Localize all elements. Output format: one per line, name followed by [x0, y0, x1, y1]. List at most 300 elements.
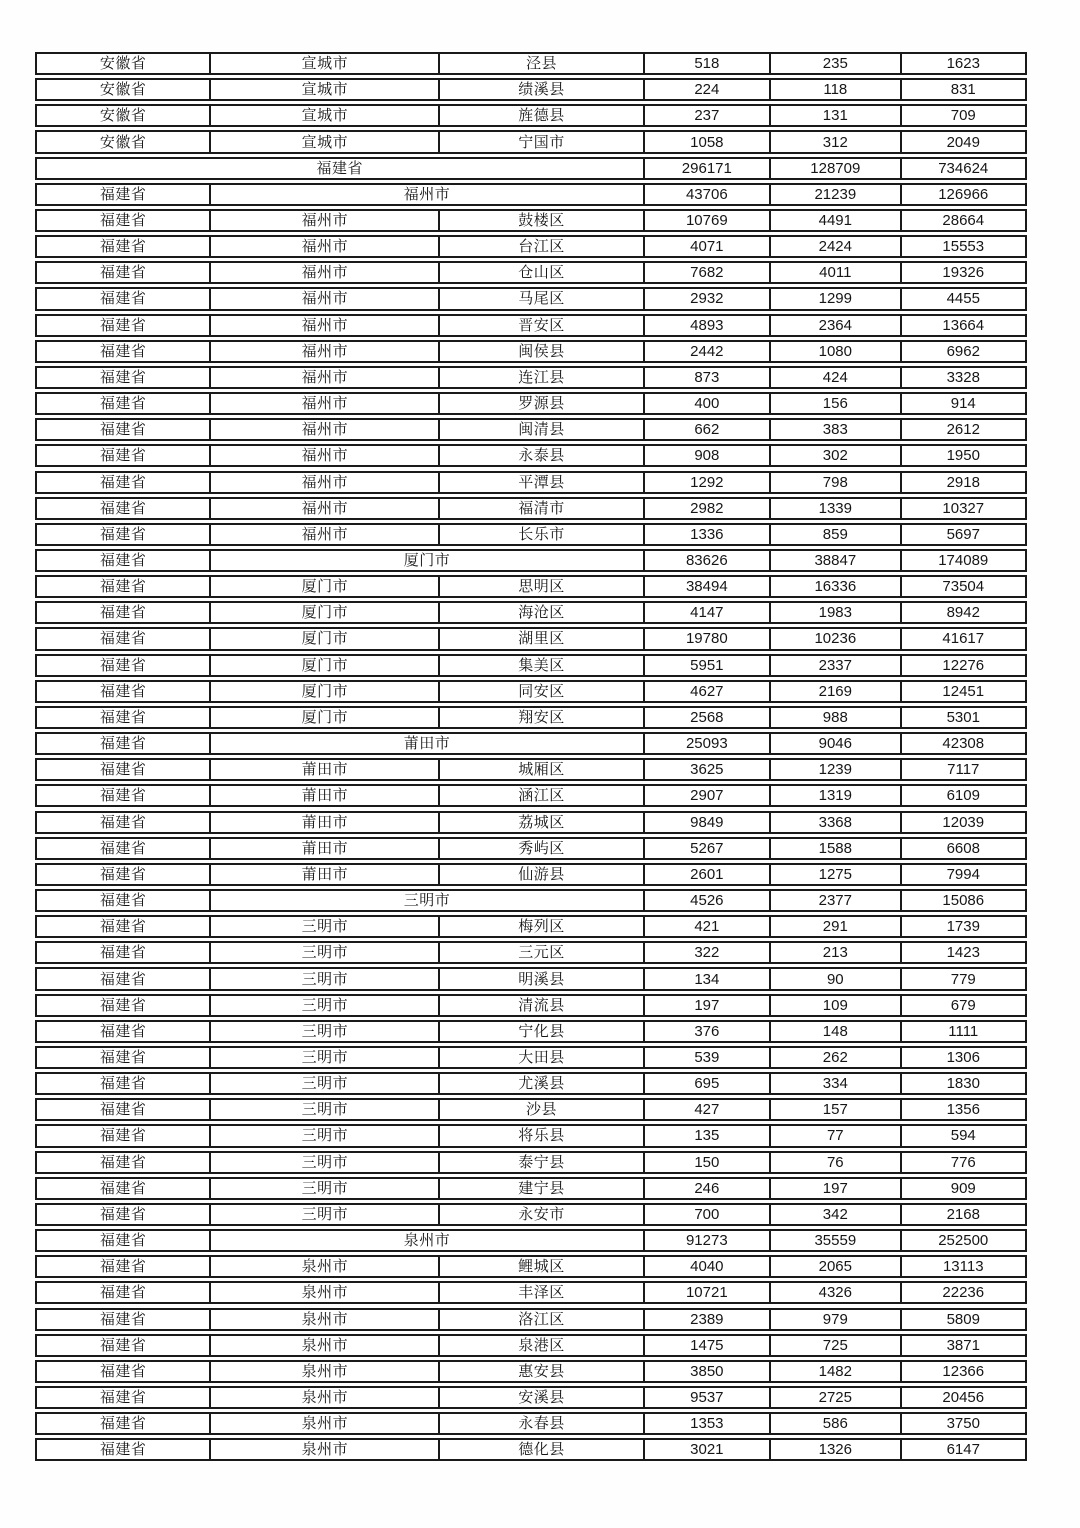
cell-value-2: 76	[771, 1153, 902, 1172]
cell-city: 福州市	[211, 473, 440, 492]
table-row	[35, 1046, 1027, 1069]
cell-value-3: 2168	[946, 1205, 980, 1223]
cell-value-3: 1830	[946, 1075, 980, 1093]
cell-district: 明溪县	[440, 969, 644, 988]
cell-province: 福建省	[37, 891, 211, 910]
cell-city: 福州市	[211, 394, 440, 413]
cell-value-1: 150	[645, 1153, 771, 1172]
cell-district: 泉港区	[440, 1336, 644, 1355]
cell-value-2: 1339	[771, 499, 902, 518]
cell-value-2: 1326	[771, 1440, 902, 1459]
table-row	[35, 784, 1027, 807]
cell-district: 长乐市	[440, 525, 644, 544]
cell-city: 泉州市	[211, 1257, 440, 1276]
cell-value-2: 262	[771, 1048, 902, 1067]
cell-value-2: 35559	[771, 1231, 902, 1250]
table-row	[35, 837, 1027, 860]
cell-value-3: 8942	[946, 604, 980, 622]
cell-district: 平潭县	[440, 473, 644, 492]
table-row	[35, 1072, 1027, 1095]
cell-province: 福建省	[37, 394, 211, 413]
cell-value-3: 914	[950, 395, 976, 413]
cell-district: 尤溪县	[440, 1074, 644, 1093]
cell-district: 思明区	[440, 577, 644, 596]
cell-city: 三明市	[211, 1048, 440, 1067]
cell-district: 永春县	[440, 1414, 644, 1433]
cell-city: 福州市	[211, 446, 440, 465]
cell-value-3: 5301	[946, 708, 980, 726]
table-row	[35, 811, 1027, 834]
table-row	[35, 261, 1027, 284]
table-row	[35, 1255, 1027, 1278]
cell-value-1: 3625	[645, 760, 771, 779]
cell-value-2: 1239	[771, 760, 902, 779]
cell-city: 福州市	[211, 289, 440, 308]
cell-value-1: 4071	[645, 237, 771, 256]
cell-city: 福州市	[211, 368, 440, 387]
table-row	[35, 444, 1027, 467]
cell-value-1: 4147	[645, 603, 771, 622]
cell-district: 鲤城区	[440, 1257, 644, 1276]
cell-value-1: 38494	[645, 577, 771, 596]
cell-value-3: 3871	[946, 1336, 980, 1354]
cell-value-1: 1336	[645, 525, 771, 544]
city-subtotal-row	[35, 183, 1027, 206]
cell-value-1: 4040	[645, 1257, 771, 1276]
cell-district: 绩溪县	[440, 80, 644, 99]
cell-district: 仓山区	[440, 263, 644, 282]
table-row	[35, 52, 1027, 75]
cell-value-3: 41617	[942, 630, 985, 648]
cell-district: 丰泽区	[440, 1283, 644, 1302]
cell-value-3: 1739	[946, 918, 980, 936]
cell-value-1: 19780	[645, 629, 771, 648]
cell-district: 泾县	[440, 54, 644, 73]
cell-district: 罗源县	[440, 394, 644, 413]
cell-value-1: 7682	[645, 263, 771, 282]
cell-value-2: 2065	[771, 1257, 902, 1276]
cell-value-3: 13664	[942, 316, 985, 334]
table-row	[35, 1281, 1027, 1304]
cell-value-2: 16336	[771, 577, 902, 596]
cell-value-3: 15086	[942, 892, 985, 910]
cell-province: 安徽省	[37, 54, 211, 73]
cell-value-3: 2049	[946, 133, 980, 151]
cell-province: 福建省	[37, 499, 211, 518]
cell-district: 沙县	[440, 1100, 644, 1119]
cell-value-2: 9046	[771, 734, 902, 753]
cell-value-3: 174089	[938, 552, 989, 570]
cell-value-1: 9537	[645, 1388, 771, 1407]
table-row	[35, 654, 1027, 677]
cell-value-2: 1482	[771, 1362, 902, 1381]
table-row	[35, 1151, 1027, 1174]
cell-value-3: 2918	[946, 473, 980, 491]
table-row	[35, 1098, 1027, 1121]
cell-value-2: 38847	[771, 551, 902, 570]
cell-province: 安徽省	[37, 132, 211, 151]
cell-value-3: 1356	[946, 1101, 980, 1119]
cell-province: 福建省	[37, 316, 211, 335]
cell-district: 台江区	[440, 237, 644, 256]
cell-value-3: 709	[950, 107, 976, 125]
cell-value-1: 83626	[645, 551, 771, 570]
cell-province: 福建省	[37, 473, 211, 492]
cell-value-1: 400	[645, 394, 771, 413]
cell-province: 福建省	[37, 1310, 211, 1329]
cell-district: 集美区	[440, 656, 644, 675]
city-subtotal-row	[35, 1229, 1027, 1252]
cell-city: 厦门市	[211, 629, 440, 648]
cell-province: 福建省	[37, 603, 211, 622]
cell-province: 福建省	[37, 760, 211, 779]
cell-value-2: 2364	[771, 316, 902, 335]
cell-province: 福建省	[37, 813, 211, 832]
cell-province: 福建省	[37, 1414, 211, 1433]
cell-province: 福建省	[37, 1336, 211, 1355]
cell-value-1: 135	[645, 1126, 771, 1145]
cell-value-2: 1983	[771, 603, 902, 622]
cell-value-1: 43706	[645, 185, 771, 204]
cell-province: 福建省	[37, 1388, 211, 1407]
table-row	[35, 1334, 1027, 1357]
cell-value-2: 4011	[771, 263, 902, 282]
cell-city: 宣城市	[211, 54, 440, 73]
cell-district: 洛江区	[440, 1310, 644, 1329]
cell-value-2: 798	[771, 473, 902, 492]
cell-value-3: 776	[950, 1153, 976, 1171]
table-row	[35, 758, 1027, 781]
cell-value-1: 3021	[645, 1440, 771, 1459]
cell-value-2: 2377	[771, 891, 902, 910]
cell-district: 鼓楼区	[440, 211, 644, 230]
cell-district: 湖里区	[440, 629, 644, 648]
cell-value-2: 1275	[771, 865, 902, 884]
cell-value-2: 725	[771, 1336, 902, 1355]
table-row	[35, 967, 1027, 990]
cell-value-3: 20456	[942, 1389, 985, 1407]
cell-city: 三明市	[211, 996, 440, 1015]
table-row	[35, 994, 1027, 1017]
cell-value-1: 3850	[645, 1362, 771, 1381]
cell-city: 泉州市	[211, 1310, 440, 1329]
cell-value-1: 25093	[645, 734, 771, 753]
cell-district: 连江县	[440, 368, 644, 387]
cell-province: 福建省	[37, 839, 211, 858]
cell-city: 宣城市	[211, 132, 440, 151]
cell-province: 福建省	[37, 577, 211, 596]
cell-value-1: 539	[645, 1048, 771, 1067]
cell-value-2: 302	[771, 446, 902, 465]
cell-province: 福建省	[37, 1283, 211, 1302]
cell-city: 泉州市	[211, 1283, 440, 1302]
cell-value-1: 4893	[645, 316, 771, 335]
cell-value-3: 10327	[942, 499, 985, 517]
cell-city: 福州市	[211, 499, 440, 518]
cell-value-2: 235	[771, 54, 902, 73]
cell-province: 福建省	[37, 1231, 211, 1250]
cell-district: 仙游县	[440, 865, 644, 884]
cell-province: 福建省	[37, 525, 211, 544]
cell-district: 永安市	[440, 1205, 644, 1224]
cell-province: 福建省	[37, 917, 211, 936]
cell-province: 福建省	[37, 656, 211, 675]
cell-district: 惠安县	[440, 1362, 644, 1381]
cell-value-2: 2169	[771, 682, 902, 701]
cell-district: 泰宁县	[440, 1153, 644, 1172]
cell-value-2: 988	[771, 708, 902, 727]
table-row	[35, 601, 1027, 624]
region-statistics-table	[35, 52, 1027, 1462]
cell-province: 福建省	[37, 865, 211, 884]
cell-province: 福建省	[37, 420, 211, 439]
cell-value-3: 1623	[946, 55, 980, 73]
cell-city: 泉州市	[211, 1336, 440, 1355]
table-row	[35, 680, 1027, 703]
table-row	[35, 1360, 1027, 1383]
cell-province: 福建省	[37, 263, 211, 282]
cell-value-3: 734624	[938, 159, 989, 177]
cell-province: 福建省	[37, 1048, 211, 1067]
cell-value-1: 2568	[645, 708, 771, 727]
cell-province: 福建省	[37, 1362, 211, 1381]
table-row	[35, 78, 1027, 101]
cell-value-3: 1423	[946, 944, 980, 962]
cell-value-1: 2907	[645, 786, 771, 805]
cell-district: 晋安区	[440, 316, 644, 335]
cell-value-1: 134	[645, 969, 771, 988]
cell-district: 马尾区	[440, 289, 644, 308]
cell-district: 涵江区	[440, 786, 644, 805]
cell-value-3: 6109	[946, 787, 980, 805]
cell-province: 福建省	[37, 708, 211, 727]
cell-district: 海沧区	[440, 603, 644, 622]
province-subtotal-row	[35, 157, 1027, 180]
cell-province: 福建省	[37, 969, 211, 988]
cell-district: 宁国市	[440, 132, 644, 151]
cell-district: 闽清县	[440, 420, 644, 439]
cell-district: 建宁县	[440, 1179, 644, 1198]
cell-province: 福建省	[37, 1205, 211, 1224]
cell-city: 厦门市	[211, 577, 440, 596]
cell-value-3: 679	[950, 996, 976, 1014]
cell-value-1: 695	[645, 1074, 771, 1093]
cell-province: 福建省	[37, 996, 211, 1015]
table-row	[35, 287, 1027, 310]
cell-province: 福建省	[37, 786, 211, 805]
cell-value-1: 4627	[645, 682, 771, 701]
cell-value-2: 77	[771, 1126, 902, 1145]
cell-province: 福建省	[37, 1074, 211, 1093]
cell-province: 福建省	[37, 237, 211, 256]
cell-province: 福建省	[37, 551, 211, 570]
cell-value-3: 4455	[946, 290, 980, 308]
cell-city: 莆田市	[211, 813, 440, 832]
cell-value-3: 12366	[942, 1362, 985, 1380]
cell-value-1: 1353	[645, 1414, 771, 1433]
cell-value-2: 1588	[771, 839, 902, 858]
cell-district: 三元区	[440, 943, 644, 962]
cell-district: 安溪县	[440, 1388, 644, 1407]
cell-value-3: 909	[950, 1179, 976, 1197]
cell-province: 福建省	[37, 185, 211, 204]
cell-value-2: 312	[771, 132, 902, 151]
cell-value-3: 22236	[942, 1284, 985, 1302]
cell-value-3: 6962	[946, 342, 980, 360]
table-row	[35, 1124, 1027, 1147]
cell-value-2: 1319	[771, 786, 902, 805]
cell-city: 莆田市	[211, 760, 440, 779]
cell-value-1: 296171	[645, 159, 771, 178]
table-row	[35, 1308, 1027, 1331]
cell-value-2: 157	[771, 1100, 902, 1119]
table-row	[35, 627, 1027, 650]
cell-value-2: 291	[771, 917, 902, 936]
cell-city: 三明市	[211, 1126, 440, 1145]
cell-value-2: 2424	[771, 237, 902, 256]
cell-district: 将乐县	[440, 1126, 644, 1145]
table-row	[35, 1020, 1027, 1043]
cell-value-3: 1306	[946, 1048, 980, 1066]
cell-value-2: 156	[771, 394, 902, 413]
table-row	[35, 418, 1027, 441]
cell-value-2: 4491	[771, 211, 902, 230]
cell-value-2: 213	[771, 943, 902, 962]
cell-city: 宣城市	[211, 106, 440, 125]
city-subtotal-row	[35, 732, 1027, 755]
cell-city-subtotal: 莆田市	[211, 734, 644, 753]
cell-value-1: 5267	[645, 839, 771, 858]
cell-city: 三明市	[211, 917, 440, 936]
table-row	[35, 1386, 1027, 1409]
table-row	[35, 1438, 1027, 1461]
cell-value-3: 594	[950, 1127, 976, 1145]
city-subtotal-row	[35, 889, 1027, 912]
cell-value-1: 4526	[645, 891, 771, 910]
cell-city: 泉州市	[211, 1440, 440, 1459]
cell-city: 泉州市	[211, 1414, 440, 1433]
cell-province: 福建省	[37, 368, 211, 387]
cell-city: 三明市	[211, 1205, 440, 1224]
cell-value-3: 3750	[946, 1415, 980, 1433]
table-row	[35, 497, 1027, 520]
cell-city: 三明市	[211, 943, 440, 962]
cell-value-2: 128709	[771, 159, 902, 178]
cell-value-2: 383	[771, 420, 902, 439]
cell-city: 三明市	[211, 1100, 440, 1119]
cell-value-3: 12276	[942, 656, 985, 674]
cell-value-3: 6147	[946, 1441, 980, 1459]
cell-value-3: 12451	[942, 682, 985, 700]
cell-value-1: 2601	[645, 865, 771, 884]
cell-province: 福建省	[37, 682, 211, 701]
cell-city: 宣城市	[211, 80, 440, 99]
cell-district: 福清市	[440, 499, 644, 518]
cell-value-3: 5697	[946, 525, 980, 543]
cell-value-3: 7994	[946, 865, 980, 883]
cell-value-2: 342	[771, 1205, 902, 1224]
cell-value-3: 28664	[942, 211, 985, 229]
cell-value-1: 376	[645, 1022, 771, 1041]
table-row	[35, 1412, 1027, 1435]
cell-district: 翔安区	[440, 708, 644, 727]
cell-district: 荔城区	[440, 813, 644, 832]
cell-district: 梅列区	[440, 917, 644, 936]
cell-value-3: 779	[950, 970, 976, 988]
cell-value-1: 700	[645, 1205, 771, 1224]
cell-city: 福州市	[211, 420, 440, 439]
cell-province: 福建省	[37, 1257, 211, 1276]
cell-district: 城厢区	[440, 760, 644, 779]
table-row	[35, 392, 1027, 415]
cell-value-2: 1080	[771, 342, 902, 361]
cell-value-1: 2932	[645, 289, 771, 308]
cell-value-1: 322	[645, 943, 771, 962]
table-row	[35, 340, 1027, 363]
cell-city-subtotal: 三明市	[211, 891, 644, 910]
cell-value-3: 5809	[946, 1310, 980, 1328]
cell-city: 莆田市	[211, 786, 440, 805]
cell-value-1: 10721	[645, 1283, 771, 1302]
cell-value-1: 427	[645, 1100, 771, 1119]
cell-city-subtotal: 福州市	[211, 185, 644, 204]
cell-value-1: 1292	[645, 473, 771, 492]
cell-value-1: 2982	[645, 499, 771, 518]
cell-value-1: 91273	[645, 1231, 771, 1250]
cell-value-2: 148	[771, 1022, 902, 1041]
cell-city: 泉州市	[211, 1362, 440, 1381]
table-row	[35, 915, 1027, 938]
cell-city: 厦门市	[211, 708, 440, 727]
cell-district: 德化县	[440, 1440, 644, 1459]
cell-value-2: 2337	[771, 656, 902, 675]
cell-province: 福建省	[37, 211, 211, 230]
table-row	[35, 706, 1027, 729]
cell-province: 福建省	[37, 1153, 211, 1172]
table-row	[35, 471, 1027, 494]
cell-value-1: 518	[645, 54, 771, 73]
cell-city: 福州市	[211, 263, 440, 282]
cell-district: 永泰县	[440, 446, 644, 465]
cell-value-1: 421	[645, 917, 771, 936]
cell-city: 莆田市	[211, 865, 440, 884]
cell-city: 福州市	[211, 316, 440, 335]
cell-province: 福建省	[37, 446, 211, 465]
cell-province: 福建省	[37, 629, 211, 648]
cell-district: 大田县	[440, 1048, 644, 1067]
table-row	[35, 366, 1027, 389]
cell-value-3: 19326	[942, 264, 985, 282]
cell-value-2: 21239	[771, 185, 902, 204]
cell-value-1: 662	[645, 420, 771, 439]
table-row	[35, 209, 1027, 232]
cell-district: 宁化县	[440, 1022, 644, 1041]
cell-value-2: 109	[771, 996, 902, 1015]
cell-value-3: 12039	[942, 813, 985, 831]
cell-value-3: 7117	[947, 761, 980, 779]
cell-value-1: 237	[645, 106, 771, 125]
cell-value-1: 9849	[645, 813, 771, 832]
cell-value-1: 5951	[645, 656, 771, 675]
cell-value-3: 6608	[946, 839, 980, 857]
cell-value-1: 1475	[645, 1336, 771, 1355]
cell-province: 福建省	[37, 734, 211, 753]
table-row	[35, 130, 1027, 153]
cell-district: 旌德县	[440, 106, 644, 125]
table-row	[35, 235, 1027, 258]
cell-value-3: 252500	[938, 1232, 989, 1250]
table-row	[35, 863, 1027, 886]
